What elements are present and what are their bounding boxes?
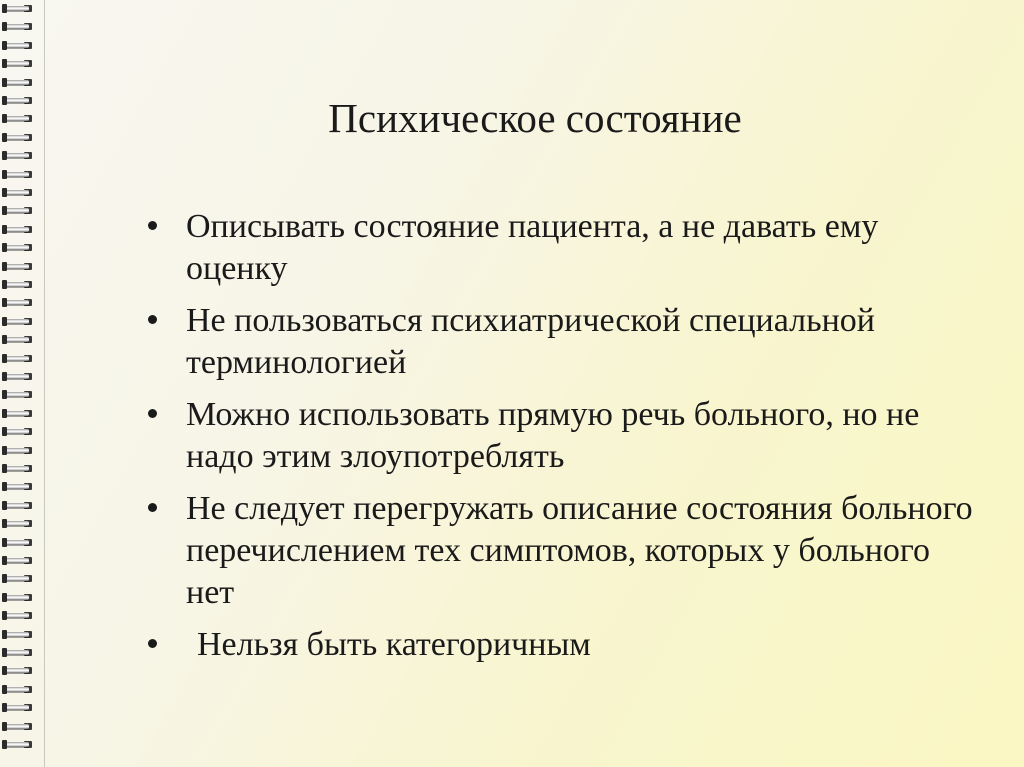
binding-ring-icon <box>2 243 34 252</box>
binding-ring-icon <box>2 574 34 583</box>
bullet-list <box>146 206 976 676</box>
binding-ring-icon <box>2 114 34 123</box>
spiral-binding <box>0 0 48 767</box>
binding-ring-icon <box>2 280 34 289</box>
binding-ring-icon <box>2 611 34 620</box>
bullet-text: Можно использовать прямую речь больного, но не надо этим злоупотреблять <box>186 396 920 475</box>
bullet-dot-icon <box>148 503 157 512</box>
binding-ring-icon <box>2 556 34 565</box>
binding-ring-icon <box>2 298 34 307</box>
bullet-dot-icon <box>148 639 157 648</box>
binding-ring-icon <box>2 740 34 749</box>
binding-ring-icon <box>2 4 34 13</box>
binding-ring-icon <box>2 317 34 326</box>
binding-ring-icon <box>2 151 34 160</box>
binding-edge-line <box>44 0 45 767</box>
bullet-item <box>146 206 976 290</box>
bullet-item <box>146 394 976 478</box>
binding-ring-icon <box>2 206 34 215</box>
bullet-dot-icon <box>148 409 157 418</box>
bullet-text: Описывать состояние пациента, а не давать ему оценку <box>186 208 879 287</box>
bullet-item <box>146 488 976 614</box>
bullet-dot-icon <box>148 221 157 230</box>
binding-ring-icon <box>2 188 34 197</box>
slide-title: Психическое состояние <box>328 95 742 141</box>
binding-ring-icon <box>2 519 34 528</box>
binding-ring-icon <box>2 133 34 142</box>
bullet-text: Не пользоваться психиатрической специальной терминологией <box>186 302 875 381</box>
bullet-dot-icon <box>148 315 157 324</box>
binding-ring-icon <box>2 354 34 363</box>
binding-ring-icon <box>2 666 34 675</box>
bullet-item <box>146 300 976 384</box>
bullet-text: Не следует перегружать описание состояния больного перечислением тех симптомов, которых у больного нет <box>186 490 973 611</box>
binding-ring-icon <box>2 648 34 657</box>
binding-ring-icon <box>2 538 34 547</box>
binding-ring-icon <box>2 78 34 87</box>
binding-ring-icon <box>2 630 34 639</box>
binding-ring-icon <box>2 225 34 234</box>
binding-ring-icon <box>2 41 34 50</box>
bullet-item <box>146 624 976 666</box>
binding-ring-icon <box>2 703 34 712</box>
binding-ring-icon <box>2 482 34 491</box>
binding-ring-icon <box>2 464 34 473</box>
binding-ring-icon <box>2 22 34 31</box>
binding-ring-icon <box>2 446 34 455</box>
binding-ring-icon <box>2 59 34 68</box>
binding-ring-icon <box>2 390 34 399</box>
binding-ring-icon <box>2 427 34 436</box>
binding-ring-icon <box>2 685 34 694</box>
binding-ring-icon <box>2 593 34 602</box>
binding-ring-icon <box>2 372 34 381</box>
binding-ring-icon <box>2 262 34 271</box>
binding-ring-icon <box>2 96 34 105</box>
binding-ring-icon <box>2 409 34 418</box>
binding-ring-icon <box>2 501 34 510</box>
bullet-text: Нельзя быть категоричным <box>197 626 591 663</box>
binding-ring-icon <box>2 722 34 731</box>
binding-ring-icon <box>2 335 34 344</box>
binding-ring-icon <box>2 170 34 179</box>
